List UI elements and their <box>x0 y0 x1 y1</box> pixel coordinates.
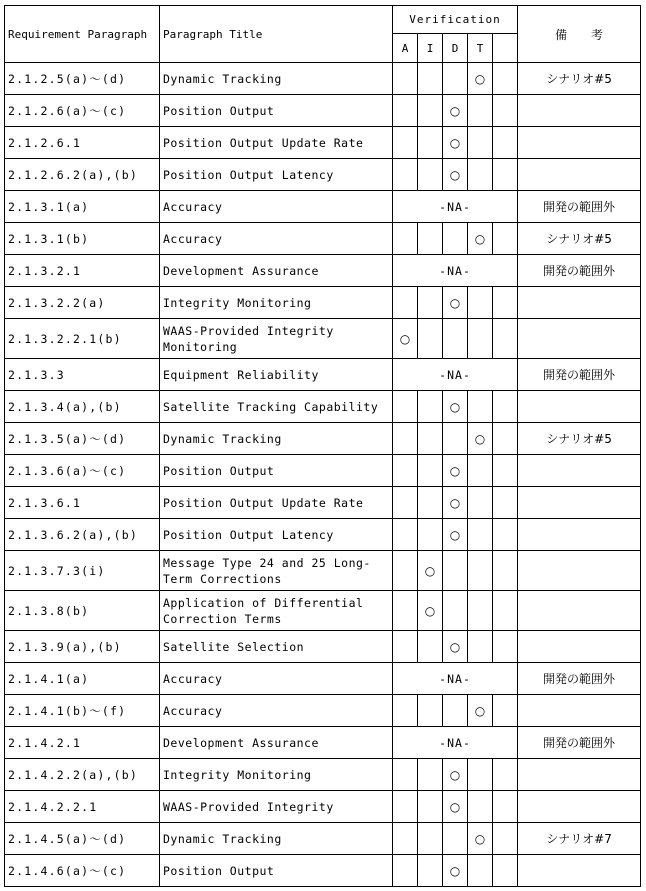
paragraph-title-cell: Position Output Update Rate <box>160 487 393 519</box>
verification-mark-analysis <box>393 455 418 487</box>
verification-mark-analysis <box>393 551 418 591</box>
requirement-paragraph-cell: 2.1.4.5(a)～(d) <box>5 823 160 855</box>
verification-mark-inspection <box>418 759 443 791</box>
requirement-paragraph-cell: 2.1.3.4(a),(b) <box>5 391 160 423</box>
verification-mark-analysis <box>393 95 418 127</box>
requirement-paragraph-cell: 2.1.3.3 <box>5 359 160 391</box>
verification-mark-demonstration: ○ <box>443 159 468 191</box>
verification-mark-blank <box>493 695 518 727</box>
verification-mark-blank <box>493 319 518 359</box>
remarks-cell <box>518 695 641 727</box>
table-row <box>5 591 641 631</box>
remarks-cell: 開発の範囲外 <box>518 663 641 695</box>
table-row <box>5 95 641 127</box>
paragraph-title-cell: Accuracy <box>160 191 393 223</box>
verification-mark-blank <box>493 95 518 127</box>
requirement-paragraph-cell: 2.1.3.1(a) <box>5 191 160 223</box>
verification-mark-analysis <box>393 423 418 455</box>
verification-mark-inspection <box>418 487 443 519</box>
remarks-cell <box>518 551 641 591</box>
table-row <box>5 255 641 287</box>
paragraph-title-cell: Integrity Monitoring <box>160 759 393 791</box>
table-row <box>5 695 641 727</box>
remarks-cell <box>518 791 641 823</box>
verification-mark-inspection <box>418 823 443 855</box>
verification-mark-demonstration: ○ <box>443 287 468 319</box>
verification-mark-analysis <box>393 159 418 191</box>
verification-mark-test: ○ <box>468 223 493 255</box>
requirement-paragraph-cell: 2.1.3.1(b) <box>5 223 160 255</box>
paragraph-title-cell: Position Output <box>160 95 393 127</box>
remarks-cell <box>518 95 641 127</box>
remarks-cell <box>518 455 641 487</box>
requirement-paragraph-cell: 2.1.3.8(b) <box>5 591 160 631</box>
requirement-paragraph-cell: 2.1.3.6(a)～(c) <box>5 455 160 487</box>
verification-mark-blank <box>493 591 518 631</box>
remarks-cell <box>518 519 641 551</box>
remarks-cell <box>518 391 641 423</box>
paragraph-title-cell: Position Output Latency <box>160 519 393 551</box>
verification-mark-demonstration <box>443 223 468 255</box>
requirement-paragraph-cell: 2.1.3.2.2(a) <box>5 287 160 319</box>
verification-mark-analysis <box>393 855 418 887</box>
verification-mark-demonstration <box>443 423 468 455</box>
verification-mark-blank <box>493 287 518 319</box>
paragraph-title-cell: Dynamic Tracking <box>160 63 393 95</box>
verification-mark-blank <box>493 127 518 159</box>
paragraph-title-cell: Dynamic Tracking <box>160 823 393 855</box>
not-applicable-cell: -NA- <box>393 663 518 695</box>
verification-mark-inspection <box>418 519 443 551</box>
verification-mark-demonstration: ○ <box>443 487 468 519</box>
verification-mark-analysis <box>393 631 418 663</box>
table-row <box>5 631 641 663</box>
remarks-cell <box>518 591 641 631</box>
remarks-cell <box>518 159 641 191</box>
verification-mark-test: ○ <box>468 423 493 455</box>
verification-mark-inspection <box>418 127 443 159</box>
verification-mark-test <box>468 791 493 823</box>
table-row <box>5 791 641 823</box>
verification-mark-test <box>468 127 493 159</box>
not-applicable-cell: -NA- <box>393 727 518 759</box>
verification-mark-analysis <box>393 591 418 631</box>
verification-mark-test <box>468 759 493 791</box>
verification-mark-test <box>468 391 493 423</box>
verification-mark-blank <box>493 631 518 663</box>
table-row <box>5 759 641 791</box>
verification-mark-inspection <box>418 391 443 423</box>
header-method-blank <box>493 34 518 63</box>
requirement-paragraph-cell: 2.1.3.9(a),(b) <box>5 631 160 663</box>
verification-mark-blank <box>493 455 518 487</box>
header-verification: Verification <box>393 6 518 34</box>
verification-mark-blank <box>493 791 518 823</box>
verification-mark-inspection <box>418 159 443 191</box>
verification-mark-test <box>468 551 493 591</box>
paragraph-title-cell: Development Assurance <box>160 727 393 759</box>
verification-mark-blank <box>493 759 518 791</box>
verification-mark-inspection <box>418 695 443 727</box>
verification-mark-demonstration <box>443 319 468 359</box>
requirement-paragraph-cell: 2.1.4.1(b)～(f) <box>5 695 160 727</box>
remarks-cell: シナリオ#5 <box>518 223 641 255</box>
table-row <box>5 287 641 319</box>
table-row <box>5 159 641 191</box>
paragraph-title-cell: Satellite Selection <box>160 631 393 663</box>
verification-mark-test: ○ <box>468 823 493 855</box>
verification-mark-demonstration <box>443 823 468 855</box>
verification-mark-analysis <box>393 127 418 159</box>
verification-mark-blank <box>493 823 518 855</box>
requirement-paragraph-cell: 2.1.2.6.2(a),(b) <box>5 159 160 191</box>
verification-mark-test <box>468 519 493 551</box>
verification-mark-blank <box>493 551 518 591</box>
paragraph-title-cell: Accuracy <box>160 223 393 255</box>
verification-mark-test <box>468 95 493 127</box>
verification-mark-analysis <box>393 391 418 423</box>
verification-mark-inspection <box>418 423 443 455</box>
table-row <box>5 423 641 455</box>
verification-mark-inspection: ○ <box>418 591 443 631</box>
not-applicable-cell: -NA- <box>393 255 518 287</box>
table-row <box>5 727 641 759</box>
table-row <box>5 855 641 887</box>
verification-mark-demonstration: ○ <box>443 791 468 823</box>
requirement-paragraph-cell: 2.1.4.2.2.1 <box>5 791 160 823</box>
verification-mark-inspection <box>418 287 443 319</box>
remarks-cell <box>518 759 641 791</box>
verification-mark-demonstration: ○ <box>443 95 468 127</box>
header-method-demonstration: D <box>443 34 468 63</box>
verification-mark-inspection <box>418 63 443 95</box>
table-row <box>5 127 641 159</box>
remarks-cell <box>518 487 641 519</box>
verification-mark-test: ○ <box>468 63 493 95</box>
verification-mark-test <box>468 159 493 191</box>
verification-mark-test <box>468 855 493 887</box>
paragraph-title-cell: Accuracy <box>160 663 393 695</box>
verification-mark-analysis <box>393 823 418 855</box>
verification-mark-analysis <box>393 791 418 823</box>
verification-mark-inspection: ○ <box>418 551 443 591</box>
verification-table <box>4 5 641 887</box>
header-method-inspection: I <box>418 34 443 63</box>
requirement-paragraph-cell: 2.1.4.2.1 <box>5 727 160 759</box>
paragraph-title-cell: Dynamic Tracking <box>160 423 393 455</box>
paragraph-title-cell: Position Output <box>160 455 393 487</box>
verification-mark-inspection <box>418 631 443 663</box>
verification-mark-demonstration <box>443 63 468 95</box>
table-row <box>5 551 641 591</box>
remarks-cell <box>518 287 641 319</box>
paragraph-title-cell: Message Type 24 and 25 Long-Term Corrections <box>160 551 393 591</box>
verification-mark-analysis <box>393 759 418 791</box>
requirement-paragraph-cell: 2.1.3.6.1 <box>5 487 160 519</box>
verification-mark-demonstration <box>443 591 468 631</box>
verification-mark-blank <box>493 63 518 95</box>
verification-mark-inspection <box>418 95 443 127</box>
header-remarks: 備 考 <box>518 6 641 63</box>
paragraph-title-cell: WAAS-Provided Integrity <box>160 791 393 823</box>
requirement-paragraph-cell: 2.1.3.2.1 <box>5 255 160 287</box>
requirement-paragraph-cell: 2.1.4.6(a)～(c) <box>5 855 160 887</box>
table-row <box>5 223 641 255</box>
table-row <box>5 391 641 423</box>
paragraph-title-cell: Satellite Tracking Capability <box>160 391 393 423</box>
verification-mark-analysis <box>393 63 418 95</box>
verification-mark-analysis <box>393 223 418 255</box>
table-row <box>5 359 641 391</box>
paragraph-title-cell: Integrity Monitoring <box>160 287 393 319</box>
verification-mark-analysis <box>393 519 418 551</box>
verification-mark-test <box>468 487 493 519</box>
verification-mark-demonstration: ○ <box>443 855 468 887</box>
verification-mark-inspection <box>418 855 443 887</box>
requirement-paragraph-cell: 2.1.2.5(a)～(d) <box>5 63 160 95</box>
requirement-paragraph-cell: 2.1.2.6.1 <box>5 127 160 159</box>
requirement-paragraph-cell: 2.1.4.2.2(a),(b) <box>5 759 160 791</box>
table-row <box>5 487 641 519</box>
verification-mark-inspection <box>418 223 443 255</box>
remarks-cell <box>518 631 641 663</box>
verification-mark-analysis <box>393 695 418 727</box>
verification-mark-demonstration <box>443 695 468 727</box>
requirement-paragraph-cell: 2.1.3.7.3(i) <box>5 551 160 591</box>
verification-mark-blank <box>493 391 518 423</box>
table-row <box>5 319 641 359</box>
paragraph-title-cell: Application of Differential Correction Terms <box>160 591 393 631</box>
verification-mark-blank <box>493 223 518 255</box>
remarks-cell <box>518 319 641 359</box>
requirement-paragraph-cell: 2.1.3.2.2.1(b) <box>5 319 160 359</box>
verification-mark-demonstration: ○ <box>443 391 468 423</box>
table-row <box>5 63 641 95</box>
remarks-cell <box>518 127 641 159</box>
verification-mark-test <box>468 287 493 319</box>
not-applicable-cell: -NA- <box>393 191 518 223</box>
verification-mark-demonstration: ○ <box>443 127 468 159</box>
remarks-cell: シナリオ#5 <box>518 63 641 95</box>
verification-mark-demonstration: ○ <box>443 759 468 791</box>
verification-mark-blank <box>493 423 518 455</box>
verification-mark-test <box>468 631 493 663</box>
paragraph-title-cell: Accuracy <box>160 695 393 727</box>
verification-mark-blank <box>493 855 518 887</box>
verification-mark-analysis <box>393 487 418 519</box>
verification-mark-test <box>468 591 493 631</box>
verification-mark-test <box>468 455 493 487</box>
requirement-paragraph-cell: 2.1.3.5(a)～(d) <box>5 423 160 455</box>
verification-mark-inspection <box>418 455 443 487</box>
requirement-paragraph-cell: 2.1.2.6(a)～(c) <box>5 95 160 127</box>
paragraph-title-cell: Position Output <box>160 855 393 887</box>
header-row <box>5 6 641 34</box>
requirement-paragraph-cell: 2.1.4.1(a) <box>5 663 160 695</box>
header-method-analysis: A <box>393 34 418 63</box>
header-method-test: T <box>468 34 493 63</box>
remarks-cell: シナリオ#5 <box>518 423 641 455</box>
requirement-paragraph-cell: 2.1.3.6.2(a),(b) <box>5 519 160 551</box>
paragraph-title-cell: Development Assurance <box>160 255 393 287</box>
verification-mark-inspection <box>418 791 443 823</box>
verification-mark-blank <box>493 487 518 519</box>
verification-mark-demonstration: ○ <box>443 631 468 663</box>
remarks-cell <box>518 855 641 887</box>
remarks-cell: 開発の範囲外 <box>518 255 641 287</box>
table-row <box>5 455 641 487</box>
remarks-cell: 開発の範囲外 <box>518 727 641 759</box>
remarks-cell: シナリオ#7 <box>518 823 641 855</box>
verification-mark-analysis: ○ <box>393 319 418 359</box>
verification-mark-inspection <box>418 319 443 359</box>
verification-mark-analysis <box>393 287 418 319</box>
table-row <box>5 519 641 551</box>
table-body <box>5 63 641 887</box>
verification-mark-test: ○ <box>468 695 493 727</box>
verification-mark-blank <box>493 159 518 191</box>
table-row <box>5 191 641 223</box>
table-row <box>5 823 641 855</box>
verification-mark-blank <box>493 519 518 551</box>
remarks-cell: 開発の範囲外 <box>518 359 641 391</box>
header-paragraph-title: Paragraph Title <box>160 6 393 63</box>
paragraph-title-cell: Equipment Reliability <box>160 359 393 391</box>
remarks-cell: 開発の範囲外 <box>518 191 641 223</box>
paragraph-title-cell: WAAS-Provided Integrity Monitoring <box>160 319 393 359</box>
verification-mark-test <box>468 319 493 359</box>
verification-mark-demonstration: ○ <box>443 455 468 487</box>
table-row <box>5 663 641 695</box>
verification-mark-demonstration <box>443 551 468 591</box>
header-requirement-paragraph: Requirement Paragraph <box>5 6 160 63</box>
not-applicable-cell: -NA- <box>393 359 518 391</box>
paragraph-title-cell: Position Output Update Rate <box>160 127 393 159</box>
verification-mark-demonstration: ○ <box>443 519 468 551</box>
paragraph-title-cell: Position Output Latency <box>160 159 393 191</box>
